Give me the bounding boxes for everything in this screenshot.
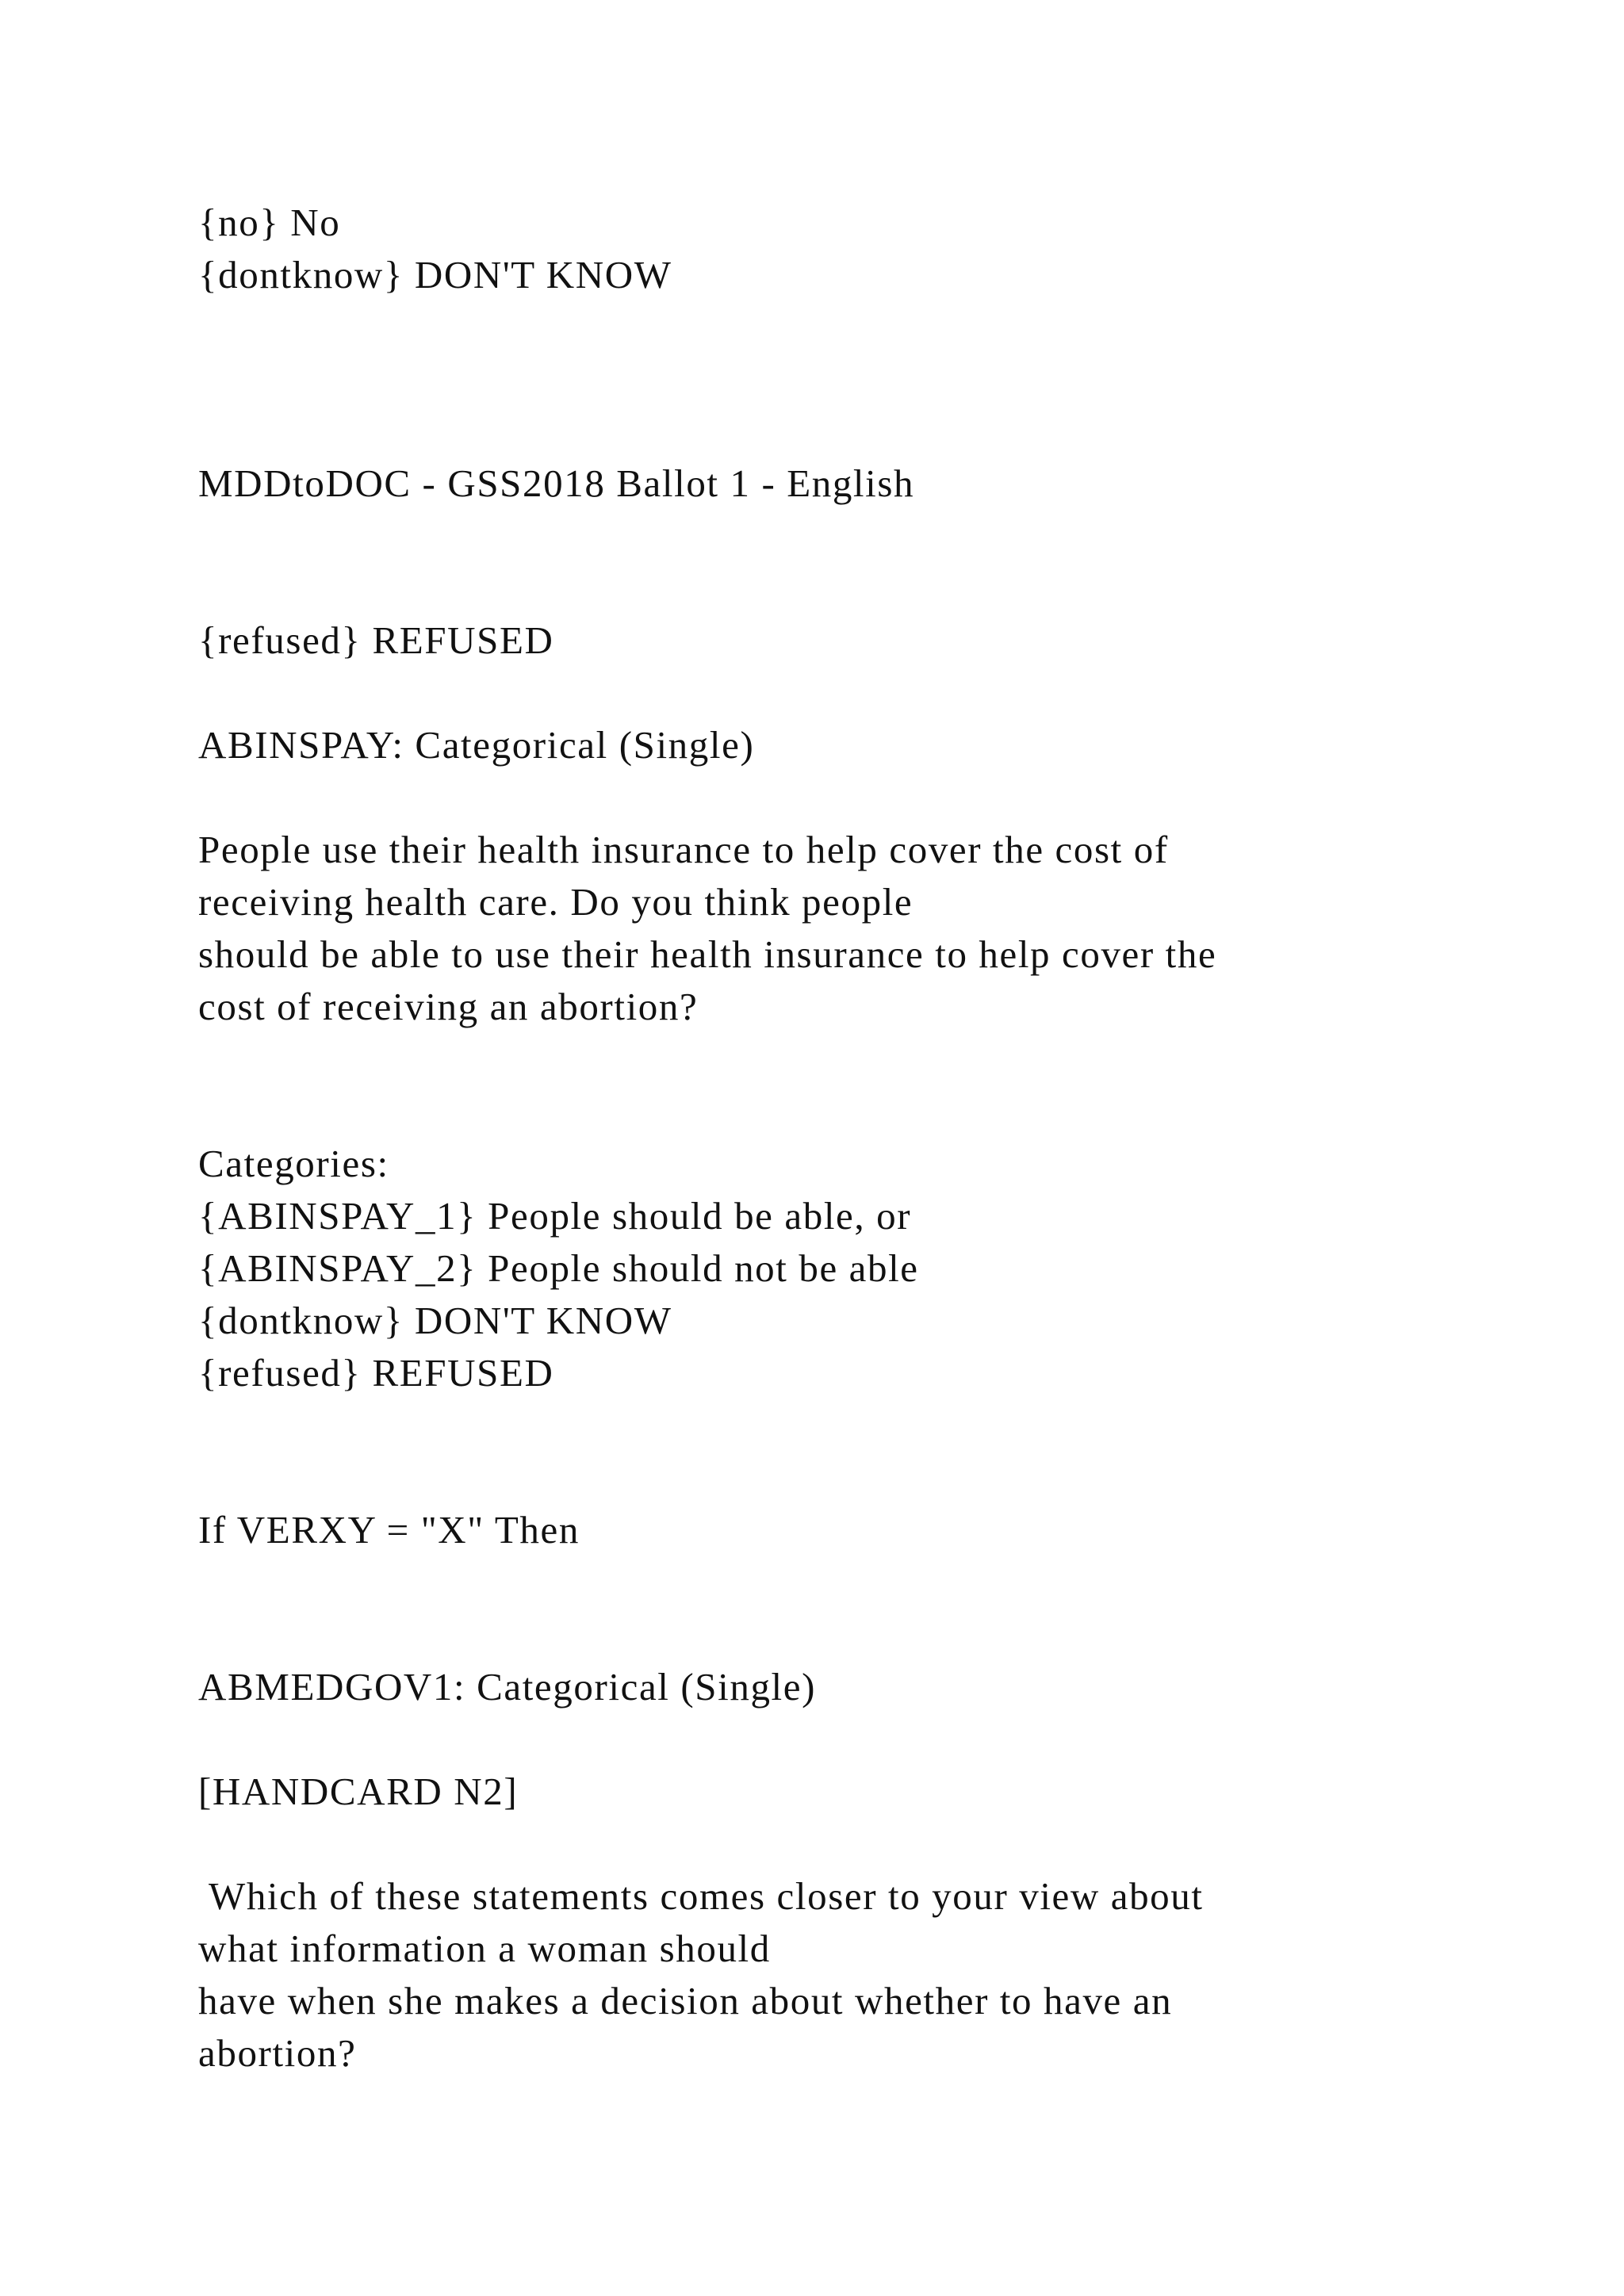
categories-label: Categories: (198, 1142, 389, 1185)
category-item: {ABINSPAY_1} People should be able, or (198, 1194, 912, 1238)
abinspay-question-line: cost of receiving an abortion? (198, 985, 699, 1028)
category-item: {ABINSPAY_2} People should not be able (198, 1246, 919, 1290)
category-item: {refused} REFUSED (198, 1351, 554, 1395)
option-dontknow: {dontknow} DON'T KNOW (198, 253, 672, 297)
option-no: {no} No (198, 201, 341, 244)
option-refused: {refused} REFUSED (198, 618, 554, 662)
abmedgov1-question-line: abortion? (198, 2031, 357, 2075)
document-header: MDDtoDOC - GSS2018 Ballot 1 - English (198, 461, 915, 505)
abinspay-question-line: should be able to use their health insurance to help cover the (198, 932, 1217, 976)
category-item: {dontknow} DON'T KNOW (198, 1299, 672, 1342)
condition-statement: If VERXY = "X" Then (198, 1508, 580, 1552)
abmedgov1-question-line: Which of these statements comes closer to your view about (198, 1874, 1204, 1918)
abinspay-question-line: People use their health insurance to help cover the cost of (198, 828, 1169, 871)
abinspay-variable-heading: ABINSPAY: Categorical (Single) (198, 723, 755, 767)
handcard-label: [HANDCARD N2] (198, 1770, 519, 1813)
abinspay-question-line: receiving health care. Do you think people (198, 880, 914, 924)
abmedgov1-question-line: have when she makes a decision about whether to have an (198, 1979, 1173, 2022)
abmedgov1-variable-heading: ABMEDGOV1: Categorical (Single) (198, 1665, 817, 1709)
abmedgov1-question-line: what information a woman should (198, 1927, 771, 1970)
